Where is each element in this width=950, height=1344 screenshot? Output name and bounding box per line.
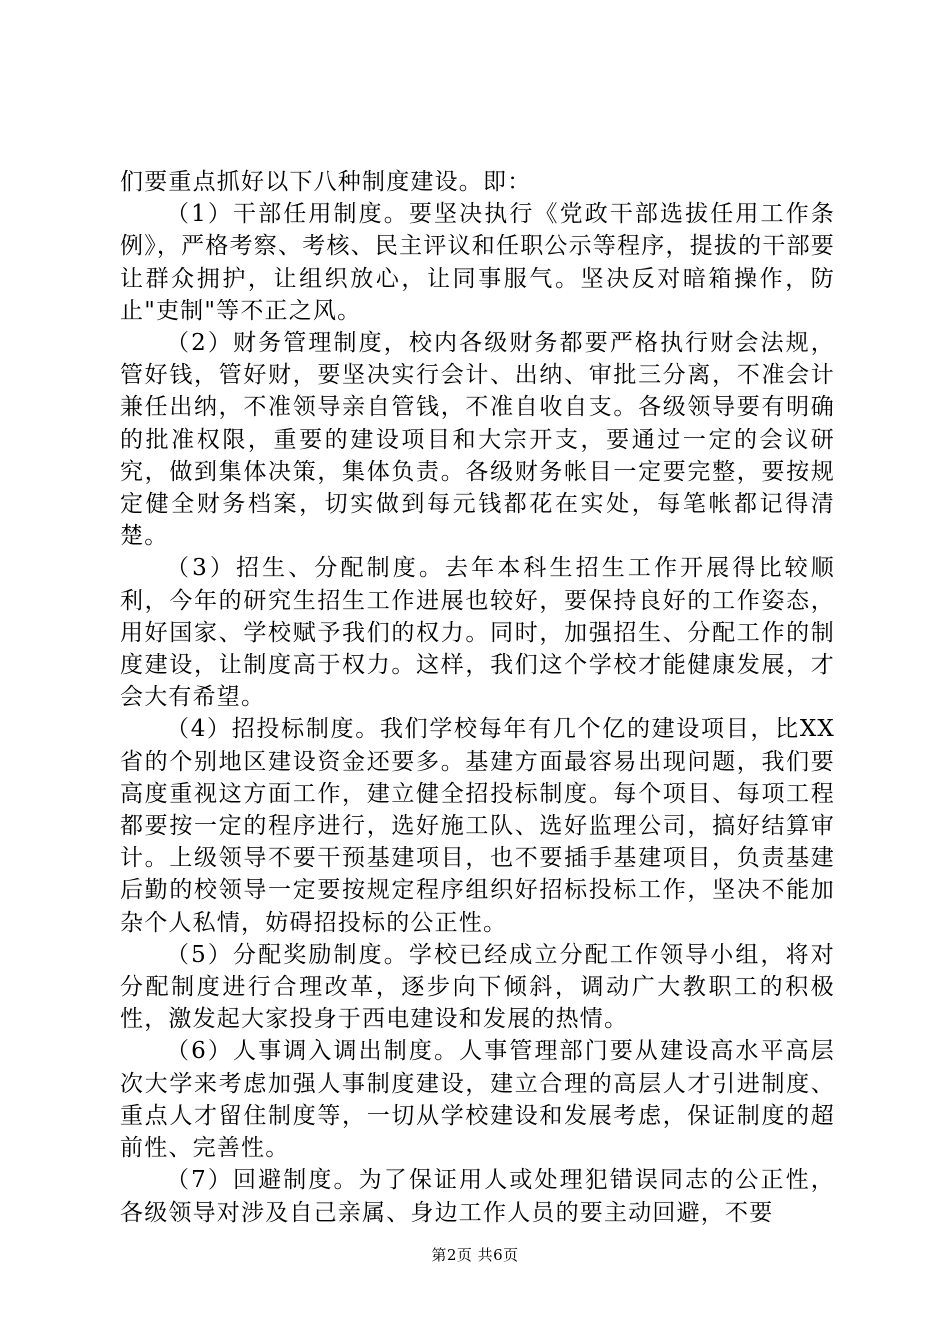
paragraph-item-5: （5）分配奖励制度。学校已经成立分配工作领导小组，将对分配制度进行合理改革，逐步向下倾斜，调动广大教职工的积极性，激发起大家投身于西电建设和发展的热情。 [120, 941, 835, 1033]
paragraph-item-1: （1）干部任用制度。要坚决执行《党政干部选拔任用工作条例》，严格考察、考核、民主评议和任职公示等程序，提拔的干部要让群众拥护，让组织放心，让同事服气。坚决反对暗箱操作，防止"吏制"等不正之风。 [120, 201, 835, 324]
paragraph-item-6: （6）人事调入调出制度。人事管理部门要从建设高水平高层次大学来考虑加强人事制度建设，建立合理的高层人才引进制度、重点人才留住制度等，一切从学校建设和发展考虑，保证制度的超前性、完善性。 [120, 1038, 835, 1162]
page-footer [0, 1244, 950, 1265]
paragraph-item-3: （3）招生、分配制度。去年本科生招生工作开展得比较顺利，今年的研究生招生工作进展也较好，要保持良好的工作姿态，用好国家、学校赋予我们的权力。同时，加强招生、分配工作的制度建设，让制度高于权力。这样，我们这个学校才能健康发展，才会大有希望。 [120, 555, 835, 711]
paragraph-item-2: （2）财务管理制度，校内各级财务都要严格执行财会法规，管好钱，管好财，要坚决实行会计、出纳、审批三分离，不准会计兼任出纳，不准领导亲自管钱，不准自收自支。各级领导要有明确的批准权限，重要的建设项目和大宗开支，要通过一定的会议研究，做到集体决策，集体负责。各级财务帐目一定要完整，要按规定健全财务档案，切实做到每元钱都花在实处，每笔帐都记得清楚。 [120, 330, 835, 550]
paragraph-item-7: （7）回避制度。为了保证用人或处理犯错误同志的公正性，各级领导对涉及自己亲属、身边工作人员的要主动回避，不要 [120, 1167, 835, 1226]
document-body [120, 166, 835, 1229]
paragraph-intro: 们要重点抓好以下八种制度建设。即： [120, 169, 532, 195]
page-number: 第2页 共6页 [431, 1246, 519, 1264]
paragraph-item-4: （4）招投标制度。我们学校每年有几个亿的建设项目，比XX省的个别地区建设资金还要多。基建方面最容易出现问题，我们要高度重视这方面工作，建立健全招投标制度。每个项目、每项工程都要按一定的程序进行，选好施工队、选好监理公司，搞好结算审计。上级领导不要干预基建项目，也不要插手基建项目，负责基建后勤的校领导一定要按规定程序组织好招标投标工作，坚决不能加杂个人私情，妨碍招投标的公正性。 [120, 716, 835, 936]
